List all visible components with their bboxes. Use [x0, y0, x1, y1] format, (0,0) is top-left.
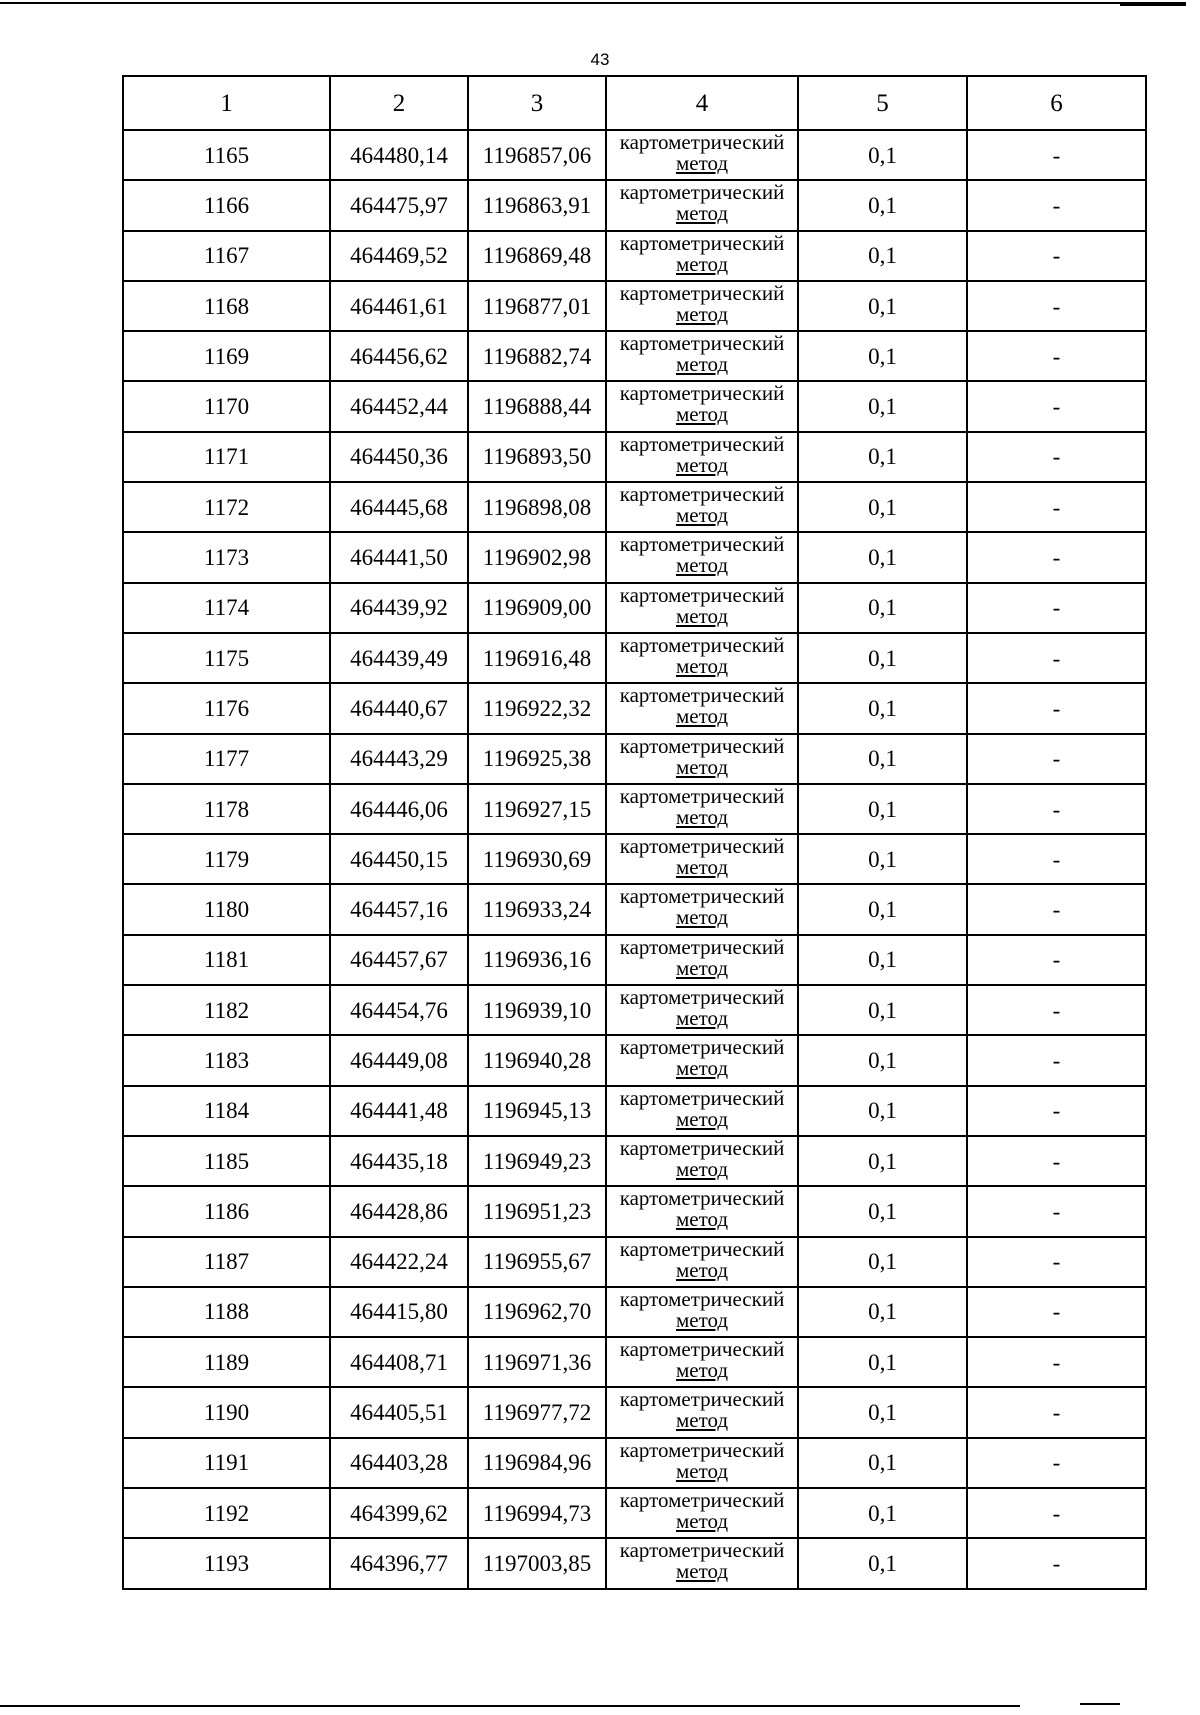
method-line-2: метод	[675, 905, 729, 930]
method-line-1: картометрический	[619, 1035, 785, 1060]
point-number-cell: 1171	[123, 432, 330, 482]
method-line-2: метод	[675, 1358, 729, 1383]
method-line-1: картометрический	[619, 683, 785, 708]
method-line-1: картометрический	[619, 280, 785, 305]
method-line-2: метод	[675, 754, 729, 779]
method-cell	[606, 180, 798, 230]
point-number-cell: 1165	[123, 130, 330, 180]
accuracy-cell: 0,1	[798, 683, 967, 733]
method-line-2: метод	[675, 452, 729, 477]
method-line-1: картометрический	[619, 130, 785, 154]
point-number-cell: 1166	[123, 180, 330, 230]
x-coordinate-cell: 464396,77	[330, 1538, 468, 1588]
note-cell: -	[967, 935, 1146, 985]
x-coordinate-cell: 464422,24	[330, 1237, 468, 1287]
method-line-1: картометрический	[619, 1186, 785, 1211]
note-cell: -	[967, 532, 1146, 582]
table-row	[123, 432, 1146, 482]
x-coordinate-cell: 464415,80	[330, 1287, 468, 1337]
x-coordinate-cell: 464405,51	[330, 1387, 468, 1437]
accuracy-cell: 0,1	[798, 834, 967, 884]
table-row	[123, 180, 1146, 230]
method-line-1: картометрический	[619, 381, 785, 406]
method-cell	[606, 1287, 798, 1337]
accuracy-cell: 0,1	[798, 734, 967, 784]
note-cell: -	[967, 231, 1146, 281]
accuracy-cell: 0,1	[798, 1237, 967, 1287]
note-cell: -	[967, 1186, 1146, 1236]
point-number-cell: 1175	[123, 633, 330, 683]
method-line-2: метод	[675, 1458, 729, 1483]
table-row	[123, 633, 1146, 683]
accuracy-cell: 0,1	[798, 432, 967, 482]
point-number-cell: 1183	[123, 1035, 330, 1085]
x-coordinate-cell: 464446,06	[330, 784, 468, 834]
accuracy-cell: 0,1	[798, 1136, 967, 1186]
method-line-2: метод	[675, 1408, 729, 1433]
table-row	[123, 834, 1146, 884]
note-cell: -	[967, 1488, 1146, 1538]
point-number-cell: 1186	[123, 1186, 330, 1236]
point-number-cell: 1178	[123, 784, 330, 834]
note-cell: -	[967, 1035, 1146, 1085]
method-cell	[606, 130, 798, 180]
x-coordinate-cell: 464445,68	[330, 482, 468, 532]
accuracy-cell: 0,1	[798, 281, 967, 331]
method-cell	[606, 633, 798, 683]
y-coordinate-cell: 1196902,98	[468, 532, 606, 582]
y-coordinate-cell: 1196888,44	[468, 381, 606, 431]
table-row	[123, 532, 1146, 582]
point-number-cell: 1188	[123, 1287, 330, 1337]
method-cell	[606, 1136, 798, 1186]
x-coordinate-cell: 464461,61	[330, 281, 468, 331]
x-coordinate-cell: 464440,67	[330, 683, 468, 733]
accuracy-cell: 0,1	[798, 1287, 967, 1337]
method-line-1: картометрический	[619, 1538, 785, 1563]
method-cell	[606, 935, 798, 985]
accuracy-cell: 0,1	[798, 1337, 967, 1387]
method-line-1: картометрический	[619, 1236, 785, 1261]
x-coordinate-cell: 464399,62	[330, 1488, 468, 1538]
method-cell	[606, 1387, 798, 1437]
point-number-cell: 1180	[123, 884, 330, 934]
table-header-row	[123, 76, 1146, 130]
note-cell: -	[967, 884, 1146, 934]
y-coordinate-cell: 1196909,00	[468, 583, 606, 633]
table-row	[123, 331, 1146, 381]
table-row	[123, 1237, 1146, 1287]
point-number-cell: 1191	[123, 1438, 330, 1488]
method-line-2: метод	[675, 1207, 729, 1232]
note-cell: -	[967, 633, 1146, 683]
table-row	[123, 1488, 1146, 1538]
note-cell: -	[967, 281, 1146, 331]
method-cell	[606, 1488, 798, 1538]
point-number-cell: 1170	[123, 381, 330, 431]
point-number-cell: 1177	[123, 734, 330, 784]
y-coordinate-cell: 1197003,85	[468, 1538, 606, 1588]
accuracy-cell: 0,1	[798, 884, 967, 934]
y-coordinate-cell: 1196955,67	[468, 1237, 606, 1287]
method-line-2: метод	[675, 1006, 729, 1031]
y-coordinate-cell: 1196949,23	[468, 1136, 606, 1186]
table-row	[123, 884, 1146, 934]
x-coordinate-cell: 464428,86	[330, 1186, 468, 1236]
note-cell: -	[967, 1287, 1146, 1337]
x-coordinate-cell: 464469,52	[330, 231, 468, 281]
point-number-cell: 1174	[123, 583, 330, 633]
accuracy-cell: 0,1	[798, 331, 967, 381]
method-line-1: картометрический	[619, 834, 785, 859]
accuracy-cell: 0,1	[798, 231, 967, 281]
accuracy-cell: 0,1	[798, 985, 967, 1035]
note-cell: -	[967, 1387, 1146, 1437]
table-row	[123, 1136, 1146, 1186]
note-cell: -	[967, 834, 1146, 884]
point-number-cell: 1192	[123, 1488, 330, 1538]
table-row	[123, 130, 1146, 180]
note-cell: -	[967, 130, 1146, 180]
y-coordinate-cell: 1196977,72	[468, 1387, 606, 1437]
point-number-cell: 1176	[123, 683, 330, 733]
point-number-cell: 1179	[123, 834, 330, 884]
x-coordinate-cell: 464454,76	[330, 985, 468, 1035]
table-row	[123, 734, 1146, 784]
x-coordinate-cell: 464480,14	[330, 130, 468, 180]
method-line-1: картометрический	[619, 1437, 785, 1462]
y-coordinate-cell: 1196925,38	[468, 734, 606, 784]
y-coordinate-cell: 1196945,13	[468, 1086, 606, 1136]
note-cell: -	[967, 180, 1146, 230]
y-coordinate-cell: 1196927,15	[468, 784, 606, 834]
y-coordinate-cell: 1196962,70	[468, 1287, 606, 1337]
accuracy-cell: 0,1	[798, 1035, 967, 1085]
table-body	[123, 130, 1146, 1589]
method-cell	[606, 1086, 798, 1136]
method-cell	[606, 1186, 798, 1236]
y-coordinate-cell: 1196940,28	[468, 1035, 606, 1085]
method-line-1: картометрический	[619, 733, 785, 758]
x-coordinate-cell: 464456,62	[330, 331, 468, 381]
method-line-1: картометрический	[619, 783, 785, 808]
method-cell	[606, 532, 798, 582]
coordinates-table	[122, 75, 1147, 1590]
note-cell: -	[967, 734, 1146, 784]
x-coordinate-cell: 464441,48	[330, 1086, 468, 1136]
method-cell	[606, 583, 798, 633]
column-header-6: 6	[967, 76, 1146, 130]
method-line-2: метод	[675, 301, 729, 326]
method-line-2: метод	[675, 804, 729, 829]
x-coordinate-cell: 464403,28	[330, 1438, 468, 1488]
method-cell	[606, 683, 798, 733]
x-coordinate-cell: 464475,97	[330, 180, 468, 230]
bottom-border-rule-accent	[1080, 1703, 1120, 1705]
table-row	[123, 1438, 1146, 1488]
note-cell: -	[967, 381, 1146, 431]
y-coordinate-cell: 1196857,06	[468, 130, 606, 180]
note-cell: -	[967, 331, 1146, 381]
y-coordinate-cell: 1196898,08	[468, 482, 606, 532]
y-coordinate-cell: 1196939,10	[468, 985, 606, 1035]
page-number: 43	[590, 50, 610, 69]
method-line-1: картометрический	[619, 884, 785, 909]
note-cell: -	[967, 1337, 1146, 1387]
y-coordinate-cell: 1196893,50	[468, 432, 606, 482]
method-line-2: метод	[675, 1106, 729, 1131]
method-line-2: метод	[675, 855, 729, 880]
column-header-2: 2	[330, 76, 468, 130]
y-coordinate-cell: 1196984,96	[468, 1438, 606, 1488]
accuracy-cell: 0,1	[798, 180, 967, 230]
method-line-2: метод	[675, 402, 729, 427]
column-header-5: 5	[798, 76, 967, 130]
accuracy-cell: 0,1	[798, 784, 967, 834]
point-number-cell: 1172	[123, 482, 330, 532]
accuracy-cell: 0,1	[798, 583, 967, 633]
y-coordinate-cell: 1196951,23	[468, 1186, 606, 1236]
point-number-cell: 1167	[123, 231, 330, 281]
method-line-1: картометрический	[619, 431, 785, 456]
method-line-2: метод	[675, 251, 729, 276]
method-line-1: картометрический	[619, 532, 785, 557]
method-line-2: метод	[675, 1509, 729, 1534]
x-coordinate-cell: 464450,36	[330, 432, 468, 482]
method-line-2: метод	[675, 653, 729, 678]
accuracy-cell: 0,1	[798, 1488, 967, 1538]
note-cell: -	[967, 432, 1146, 482]
method-cell	[606, 231, 798, 281]
y-coordinate-cell: 1196971,36	[468, 1337, 606, 1387]
accuracy-cell: 0,1	[798, 381, 967, 431]
accuracy-cell: 0,1	[798, 130, 967, 180]
x-coordinate-cell: 464435,18	[330, 1136, 468, 1186]
x-coordinate-cell: 464408,71	[330, 1337, 468, 1387]
method-cell	[606, 784, 798, 834]
y-coordinate-cell: 1196916,48	[468, 633, 606, 683]
table-row	[123, 1186, 1146, 1236]
y-coordinate-cell: 1196930,69	[468, 834, 606, 884]
y-coordinate-cell: 1196994,73	[468, 1488, 606, 1538]
point-number-cell: 1185	[123, 1136, 330, 1186]
table-row	[123, 1387, 1146, 1437]
method-line-2: метод	[675, 352, 729, 377]
method-line-1: картометрический	[619, 1488, 785, 1513]
method-cell	[606, 1538, 798, 1588]
method-cell	[606, 432, 798, 482]
method-cell	[606, 1035, 798, 1085]
point-number-cell: 1190	[123, 1387, 330, 1437]
y-coordinate-cell: 1196863,91	[468, 180, 606, 230]
method-cell	[606, 281, 798, 331]
table-row	[123, 381, 1146, 431]
method-line-1: картометрический	[619, 1337, 785, 1362]
method-line-1: картометрический	[619, 1085, 785, 1110]
accuracy-cell: 0,1	[798, 935, 967, 985]
point-number-cell: 1173	[123, 532, 330, 582]
point-number-cell: 1169	[123, 331, 330, 381]
y-coordinate-cell: 1196877,01	[468, 281, 606, 331]
point-number-cell: 1168	[123, 281, 330, 331]
x-coordinate-cell: 464457,67	[330, 935, 468, 985]
method-line-2: метод	[675, 1257, 729, 1282]
method-line-2: метод	[675, 151, 729, 175]
x-coordinate-cell: 464439,92	[330, 583, 468, 633]
table-row	[123, 231, 1146, 281]
note-cell: -	[967, 1237, 1146, 1287]
note-cell: -	[967, 683, 1146, 733]
column-header-1: 1	[123, 76, 330, 130]
note-cell: -	[967, 1538, 1146, 1588]
method-cell	[606, 1438, 798, 1488]
method-line-1: картометрический	[619, 1387, 785, 1412]
y-coordinate-cell: 1196882,74	[468, 331, 606, 381]
bottom-border-rule	[0, 1705, 1020, 1707]
method-line-2: метод	[675, 503, 729, 528]
y-coordinate-cell: 1196933,24	[468, 884, 606, 934]
method-cell	[606, 734, 798, 784]
column-header-4: 4	[606, 76, 798, 130]
x-coordinate-cell: 464450,15	[330, 834, 468, 884]
method-line-1: картометрический	[619, 331, 785, 356]
column-header-3: 3	[468, 76, 606, 130]
x-coordinate-cell: 464457,16	[330, 884, 468, 934]
method-line-1: картометрический	[619, 230, 785, 255]
y-coordinate-cell: 1196936,16	[468, 935, 606, 985]
method-line-2: метод	[675, 955, 729, 980]
point-number-cell: 1189	[123, 1337, 330, 1387]
point-number-cell: 1181	[123, 935, 330, 985]
x-coordinate-cell: 464439,49	[330, 633, 468, 683]
point-number-cell: 1187	[123, 1237, 330, 1287]
accuracy-cell: 0,1	[798, 1186, 967, 1236]
table-row	[123, 1337, 1146, 1387]
method-line-2: метод	[675, 603, 729, 628]
method-cell	[606, 884, 798, 934]
method-line-1: картометрический	[619, 582, 785, 607]
table-row	[123, 1086, 1146, 1136]
method-line-2: метод	[675, 704, 729, 729]
table-row	[123, 935, 1146, 985]
note-cell: -	[967, 1086, 1146, 1136]
method-line-1: картометрический	[619, 180, 785, 205]
method-cell	[606, 985, 798, 1035]
method-cell	[606, 834, 798, 884]
table-row	[123, 281, 1146, 331]
accuracy-cell: 0,1	[798, 482, 967, 532]
y-coordinate-cell: 1196869,48	[468, 231, 606, 281]
method-cell	[606, 1237, 798, 1287]
table-row	[123, 1287, 1146, 1337]
x-coordinate-cell: 464449,08	[330, 1035, 468, 1085]
accuracy-cell: 0,1	[798, 1086, 967, 1136]
note-cell: -	[967, 482, 1146, 532]
method-cell	[606, 381, 798, 431]
accuracy-cell: 0,1	[798, 633, 967, 683]
accuracy-cell: 0,1	[798, 1387, 967, 1437]
y-coordinate-cell: 1196922,32	[468, 683, 606, 733]
accuracy-cell: 0,1	[798, 532, 967, 582]
table-row	[123, 985, 1146, 1035]
method-line-1: картометрический	[619, 1286, 785, 1311]
top-border-rule-accent	[1120, 4, 1186, 6]
point-number-cell: 1193	[123, 1538, 330, 1588]
method-line-2: метод	[675, 1156, 729, 1181]
table-row	[123, 683, 1146, 733]
x-coordinate-cell: 464441,50	[330, 532, 468, 582]
table-row	[123, 784, 1146, 834]
method-cell	[606, 1337, 798, 1387]
method-cell	[606, 482, 798, 532]
method-line-2: метод	[675, 1559, 729, 1584]
table-row	[123, 482, 1146, 532]
point-number-cell: 1182	[123, 985, 330, 1035]
table-row	[123, 1538, 1146, 1588]
method-line-1: картометрический	[619, 482, 785, 507]
note-cell: -	[967, 583, 1146, 633]
table-row	[123, 1035, 1146, 1085]
method-line-2: метод	[675, 201, 729, 226]
method-line-2: метод	[675, 1307, 729, 1332]
method-line-1: картометрический	[619, 934, 785, 959]
method-cell	[606, 331, 798, 381]
method-line-1: картометрический	[619, 1135, 785, 1160]
x-coordinate-cell: 464443,29	[330, 734, 468, 784]
accuracy-cell: 0,1	[798, 1538, 967, 1588]
note-cell: -	[967, 1136, 1146, 1186]
table-row	[123, 583, 1146, 633]
note-cell: -	[967, 784, 1146, 834]
method-line-1: картометрический	[619, 632, 785, 657]
top-border-rule	[0, 2, 1186, 4]
method-line-2: метод	[675, 553, 729, 578]
method-line-2: метод	[675, 1056, 729, 1081]
accuracy-cell: 0,1	[798, 1438, 967, 1488]
x-coordinate-cell: 464452,44	[330, 381, 468, 431]
note-cell: -	[967, 1438, 1146, 1488]
note-cell: -	[967, 985, 1146, 1035]
point-number-cell: 1184	[123, 1086, 330, 1136]
method-line-1: картометрический	[619, 985, 785, 1010]
